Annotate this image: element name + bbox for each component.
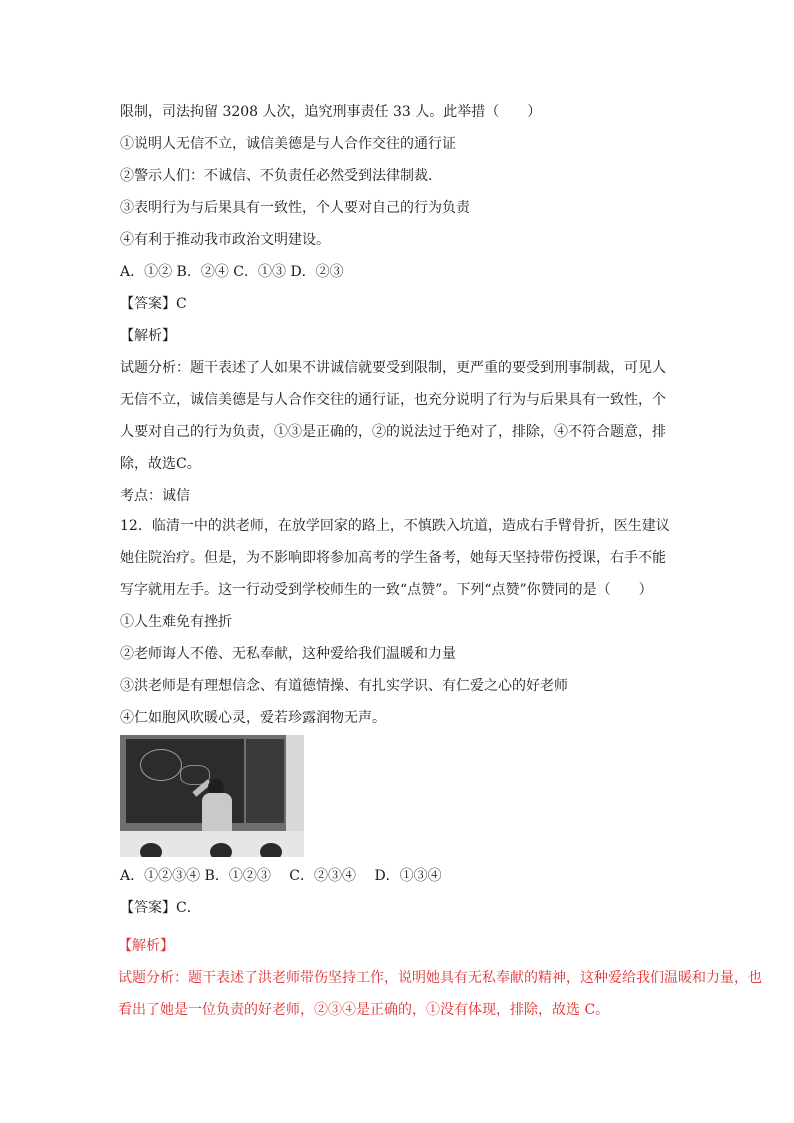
analysis-line: 除，故选C。 <box>120 456 201 472</box>
choices: A．①②③④ B．①②③ C．②③④ D．①③④ <box>120 868 442 884</box>
student-head <box>260 843 282 857</box>
analysis-line: 看出了她是一位负责的好老师，②③④是正确的，①没有体现，排除，故选 C。 <box>118 1002 610 1018</box>
teacher-body <box>202 793 232 833</box>
topic-label: 考点：诚信 <box>120 488 190 504</box>
question-12-line: 她住院治疗。但是，为不影响即将参加高考的学生备考，她每天坚持带伤授课，右手不能 <box>120 550 666 566</box>
question-12-line: 写字就用左手。这一行动受到学校师生的一致“点赞”。下列“点赞”你赞同的是（ ） <box>120 582 653 598</box>
analysis-line: 无信不立，诚信美德是与人合作交往的通行证，也充分说明了行为与后果具有一致性，个 <box>120 392 666 408</box>
text-line: 限制，司法拘留 3208 人次，追究刑事责任 33 人。此举措（ ） <box>120 104 542 120</box>
option-4: ④仁如胞风吹暖心灵，爱若珍露润物无声。 <box>120 710 386 726</box>
option-4: ④有利于推动我市政治文明建设。 <box>120 232 330 248</box>
option-3: ③洪老师是有理想信念、有道德情操、有扎实学识、有仁爱之心的好老师 <box>120 678 568 694</box>
blackboard-side <box>246 739 284 823</box>
answer: 【答案】C <box>120 296 187 312</box>
option-1: ①说明人无信不立，诚信美德是与人合作交往的通行证 <box>120 136 456 152</box>
classroom-photo <box>120 735 304 857</box>
analysis-heading: 【解析】 <box>120 328 176 344</box>
option-1: ①人生难免有挫折 <box>120 614 232 630</box>
choices: A．①② B．②④ C．①③ D．②③ <box>120 264 344 280</box>
analysis-line: 人要对自己的行为负责，①③是正确的，②的说法过于绝对了，排除，④不符合题意，排 <box>120 424 666 440</box>
option-2: ②老师诲人不倦、无私奉献，这种爱给我们温暖和力量 <box>120 646 456 662</box>
option-2: ②警示人们：不诚信、不负责任必然受到法律制裁. <box>120 168 433 184</box>
option-3: ③表明行为与后果具有一致性，个人要对自己的行为负责 <box>120 200 470 216</box>
analysis-heading: 【解析】 <box>118 938 174 954</box>
student-head <box>210 843 232 857</box>
student-head <box>140 843 162 857</box>
chalk-drawing <box>140 749 182 781</box>
analysis-line: 试题分析：题干表述了人如果不讲诚信就要受到限制，更严重的要受到刑事制裁，可见人 <box>120 360 666 376</box>
question-12-line: 12．临清一中的洪老师，在放学回家的路上，不慎跌入坑道，造成右手臂骨折，医生建议 <box>120 518 670 534</box>
analysis-line: 试题分析：题干表述了洪老师带伤坚持工作，说明她具有无私奉献的精神，这种爱给我们温暖和力量，也 <box>118 970 762 986</box>
answer: 【答案】C． <box>120 900 201 916</box>
